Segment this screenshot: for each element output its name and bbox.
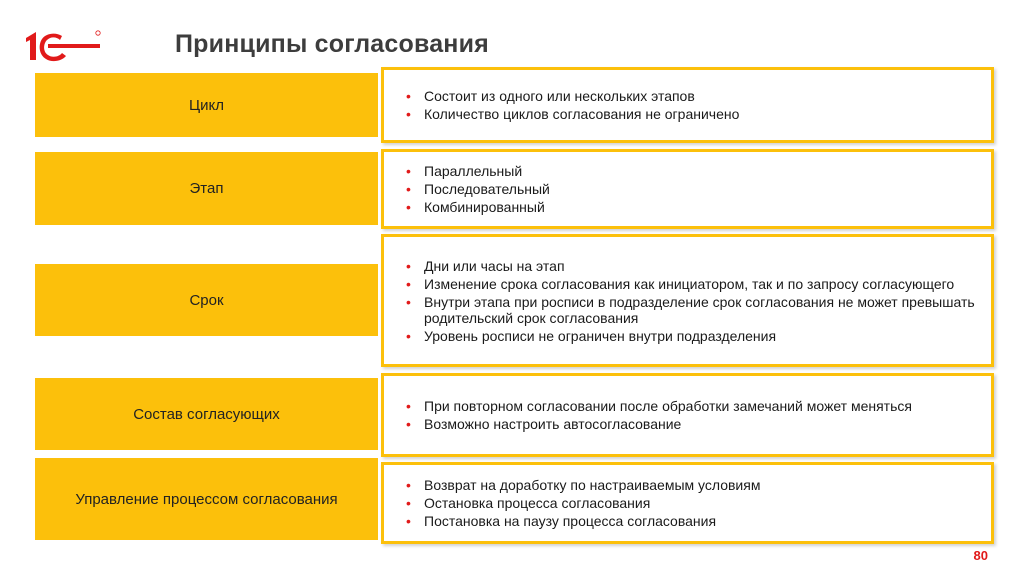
list-item: • Параллельный <box>406 163 550 179</box>
row-label-term: Срок <box>35 264 378 336</box>
list-item: • При повторном согласовании после обработки замечаний может меняться <box>406 398 912 414</box>
list-item: • Внутри этапа при росписи в подразделение срок согласования не может превышать родительский срок согласования <box>406 294 981 326</box>
row-card-term <box>381 234 994 367</box>
row-label-cycle: Цикл <box>35 73 378 137</box>
list-item: • Количество циклов согласования не ограничено <box>406 106 739 122</box>
page-title: Принципы согласования <box>175 30 489 58</box>
list-item: • Возврат на доработку по настраиваемым условиям <box>406 477 760 493</box>
row-card-process-management <box>381 462 994 544</box>
1c-logo <box>22 26 102 66</box>
list-item: • Состоит из одного или нескольких этапов <box>406 88 739 104</box>
row-card-approvers <box>381 373 994 457</box>
page-number: 80 <box>973 548 988 563</box>
row-card-stage <box>381 149 994 229</box>
list-item: • Возможно настроить автосогласование <box>406 416 912 432</box>
row-label-process-management: Управление процессом согласования <box>35 458 378 540</box>
list-item: • Постановка на паузу процесса согласования <box>406 513 760 529</box>
list-item: • Изменение срока согласования как инициатором, так и по запросу согласующего <box>406 276 981 292</box>
row-card-cycle <box>381 67 994 143</box>
list-item: • Уровень росписи не ограничен внутри подразделения <box>406 328 981 344</box>
list-item: • Последовательный <box>406 181 550 197</box>
list-item: • Комбинированный <box>406 199 550 215</box>
row-label-approvers: Состав согласующих <box>35 378 378 450</box>
list-item: • Дни или часы на этап <box>406 258 981 274</box>
list-item: • Остановка процесса согласования <box>406 495 760 511</box>
row-label-stage: Этап <box>35 152 378 225</box>
